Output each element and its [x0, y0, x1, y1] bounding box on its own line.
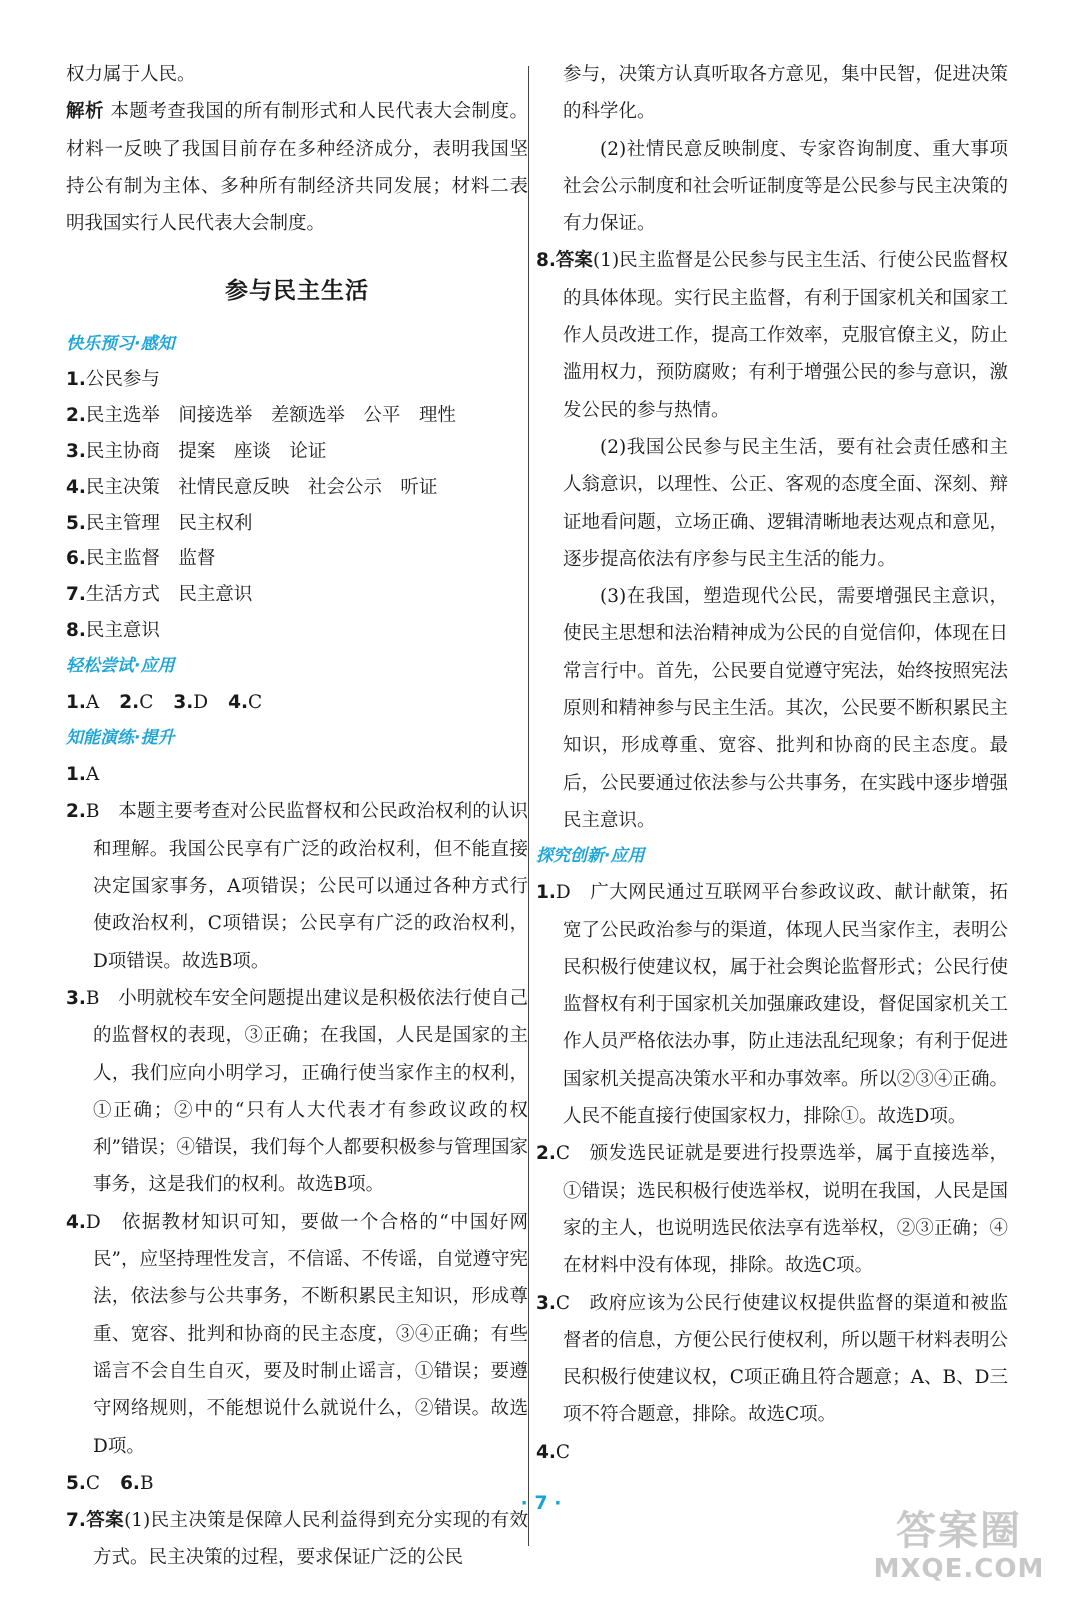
list-item: 4.民主决策 社情民意反映 社会公示 听证 — [66, 476, 438, 498]
question-8-part-3: (3)在我国，塑造现代公民，需要增强民主意识，使民主思想和法治精神成为公民的自觉信仰，体现在日常言行中。首先，公民要自觉遵守宪法，始终按照宪法原则和精神参与民主生活。其次，公民要不断积累民主知识，形成尊重、宽容、批判和协商的民主态度。最后，公民要通过依法参与公共事务，在实践中逐步增强民主意识。 — [563, 586, 1008, 831]
list-item: 5.民主管理 民主权利 — [66, 512, 253, 534]
intro-line: 权力属于人民。 — [66, 64, 196, 85]
right-column — [536, 56, 1008, 1471]
question-5-6: 5.C 6.B — [66, 1472, 154, 1494]
question-1: 1.A — [66, 764, 100, 786]
question-3: 3.B 小明就校车安全问题提出建议是积极依法行使自己的监督权的表现，③正确；在我国，人民是国家的主人，我们应向小明学习，正确行使当家作主的权利，①正确；②中的“只有人大代表才有参政议政的权利”错误；④错误，我们每个人都要积极参与管理国家事务，这是我们的权利。故选B项。 — [66, 987, 528, 1196]
explore-question-4: 4.C — [536, 1441, 571, 1463]
question-7-part-2: (2)社情民意反映制度、专家咨询制度、重大事项社会公示制度和社会听证制度等是公民参与民主决策的有力保证。 — [563, 138, 1008, 235]
question-7: 7.答案(1)民主决策是保障人民利益得到充分实现的有效方式。民主决策的过程，要求保证广泛的公民 — [66, 1510, 528, 1569]
try-answers-row: 1.A 2.C 3.D 4.C — [66, 691, 263, 713]
list-item: 3.民主协商 提案 座谈 论证 — [66, 441, 327, 463]
watermark-logo — [854, 1508, 1064, 1594]
page-number: · 7 · — [520, 1492, 562, 1514]
question-8: 8.答案(1)民主监督是公民参与民主生活、行使公民监督权的具体体现。实行民主监督，有利于国家机关和国家工作人员改进工作，提高工作效率，克服官僚主义，防止滥用权力，预防腐败；有利于增强公民的参与意识，激发公民的参与热情。 — [536, 250, 1008, 421]
section-title-practice: 知能演练·提升 — [66, 728, 175, 749]
preview-answer-list — [66, 362, 528, 648]
question-8-part-2: (2)我国公民参与民主生活，要有社会责任感和主人翁意识，以理性、公正、客观的态度全面、深刻、辩证地看问题，立场正确、逻辑清晰地表达观点和意见，逐步提高依法有序参与民主生活的能力。 — [563, 436, 1008, 570]
watermark-text: 答案圈 — [896, 1508, 1022, 1554]
question-4: 4.D 依据教材知识可知，要做一个合格的“中国好网民”，应坚持理性发言，不信谣、不传谣，自觉遵守宪法，依法参与公共事务，不断积累民主知识，形成尊重、宽容、批判和协商的民主态度，③④正确；有些谣言不会自生自灭，要及时制止谣言，①错误；要遵守网络规则，不能想说什么就说什么，②错误。故选D项。 — [66, 1211, 528, 1457]
section-title-explore: 探究创新·应用 — [536, 846, 645, 867]
watermark-url: MXQE.COM — [873, 1554, 1045, 1584]
analysis-paragraph — [66, 93, 528, 242]
explore-question-1: 1.D 广大网民通过互联网平台参政议政、献计献策，拓宽了公民政治参与的渠道，体现人民当家作主，表明公民积极行使建议权，属于社会舆论监督形式；公民行使监督权有利于国家机关加强廉政建设，督促国家机关工作人员严格依法办事，防止违法乱纪现象；有利于促进国家机关提高决策水平和办事效率。所以②③④正确。人民不能直接行使国家权力，排除①。故选D项。 — [536, 882, 1008, 1128]
column-divider — [528, 66, 529, 1546]
explore-question-3: 3.C 政府应该为公民行使建议权提供监督的渠道和被监督者的信息，方便公民行使权利，所以题干材料表明公民积极行使建议权，C项正确且符合题意；A、B、D三项不符合题意，排除。故选C项。 — [536, 1292, 1008, 1426]
analysis-text: 本题考查我国的所有制形式和人民代表大会制度。材料一反映了我国目前存在多种经济成分，表明我国坚持公有制为主体、多种所有制经济共同发展；材料二表明我国实行人民代表大会制度。 — [66, 101, 528, 235]
list-item: 1.公民参与 — [66, 369, 160, 391]
analysis-label: 解析 — [66, 101, 105, 123]
lesson-title: 参与民主生活 — [225, 278, 369, 305]
list-item: 8.民主意识 — [66, 620, 160, 642]
list-item: 7.生活方式 民主意识 — [66, 584, 253, 606]
section-title-preview: 快乐预习·感知 — [66, 334, 175, 355]
explore-question-2: 2.C 颁发选民证就是要进行投票选举，属于直接选举，①错误；选民积极行使选举权，说明在我国，人民是国家的主人，也说明选民依法享有选举权，②③正确；④在材料中没有体现，排除。故选C项。 — [536, 1143, 1008, 1277]
question-2: 2.B 本题主要考查对公民监督权和公民政治权利的认识和理解。我国公民享有广泛的政治权利，但不能直接决定国家事务，A项错误；公民可以通过各种方式行使政治权利，C项错误；公民享有广泛的政治权利，D项错误。故选B项。 — [66, 801, 528, 972]
list-item: 2.民主选举 间接选举 差额选举 公平 理性 — [66, 405, 456, 427]
list-item: 6.民主监督 监督 — [66, 548, 216, 570]
left-column — [66, 56, 528, 1577]
section-title-try: 轻松尝试·应用 — [66, 655, 175, 676]
question-7-continued: 参与，决策方认真听取各方意见，集中民智，促进决策的科学化。 — [563, 64, 1008, 123]
